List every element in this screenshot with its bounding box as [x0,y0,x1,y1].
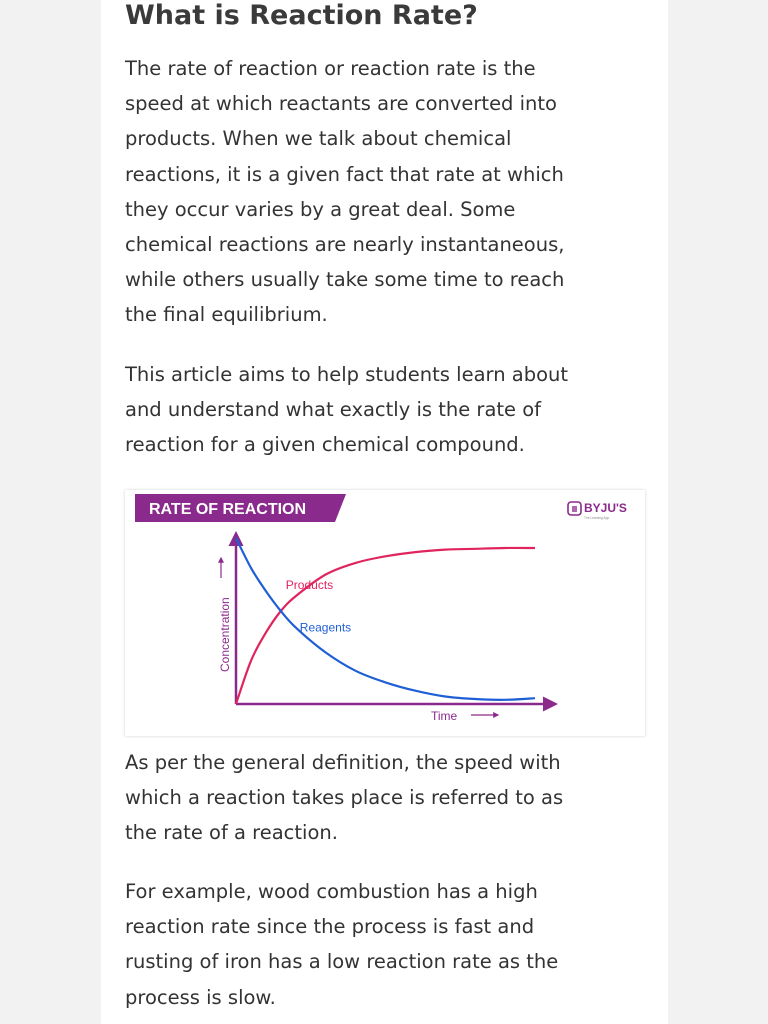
brand-name: BYJU'S [584,501,627,515]
text-line: the final equilibrium. [125,303,328,327]
paragraph-definition [125,51,645,333]
text-line: reaction rate since the process is fast and [125,915,535,939]
x-axis-label: Time [431,709,458,723]
text-line: For example, wood combustion has a high [125,880,538,903]
text-line: speed at which reactants are converted into [125,92,557,116]
text-line: rusting of iron has a low reaction rate as the [125,950,559,974]
text-line: which a reaction takes place is referred to as [125,786,564,810]
rate-of-reaction-chart [125,490,645,736]
series-line-products [236,548,535,704]
text-line: This article aims to help students learn about [125,363,569,386]
series-label-reagents: Reagents [299,620,352,635]
brand-tagline: The Learning App [584,516,610,520]
text-line: and understand what exactly is the rate of [125,398,542,422]
text-line: reaction for a given chemical compound. [125,433,525,457]
series-label-products: Products [285,578,334,593]
y-axis-label: Concentration [218,597,232,672]
byjus-logo [568,501,627,520]
paragraph-example [125,874,645,1015]
text-line: reactions, it is a given fact that rate at which [125,162,564,186]
text-line: while others usually take some time to reach [125,268,565,292]
chart-title: RATE OF REACTION [149,501,307,518]
paragraph-general-definition [125,745,645,851]
text-line: The rate of reaction or reaction rate is the [125,57,536,80]
text-line: the rate of a reaction. [125,821,338,845]
article-card [101,0,668,1024]
text-line: chemical reactions are nearly instantaneous, [125,233,565,257]
text-line: they occur varies by a great deal. Some [125,197,516,221]
text-line: products. When we talk about chemical [125,127,512,151]
article-title: What is Reaction Rate? [125,0,478,31]
series-line-reagents [236,538,535,700]
paragraph-article-aim [125,357,645,463]
text-line: process is slow. [125,985,276,1009]
text-line: As per the general definition, the speed with [125,751,561,774]
rate-of-reaction-figure [125,490,645,736]
